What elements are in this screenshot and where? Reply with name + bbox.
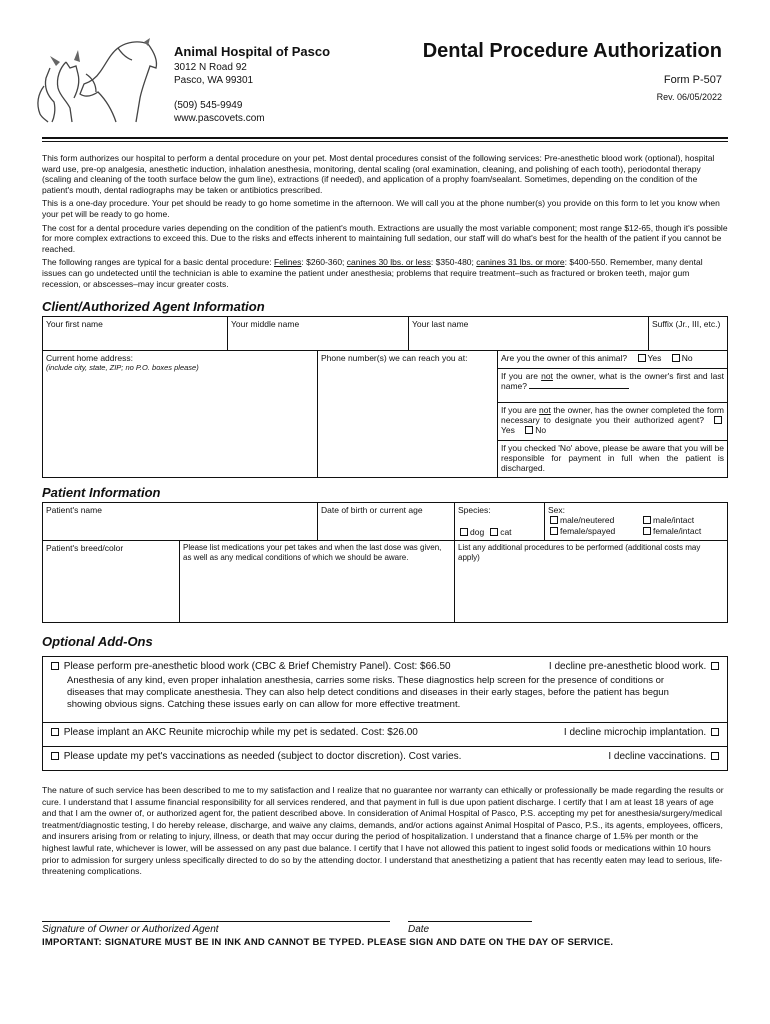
patient-name-field[interactable]: Patient's name (43, 503, 318, 541)
client-section-title: Client/Authorized Agent Information (42, 299, 265, 314)
dob-field[interactable]: Date of birth or current age (318, 503, 455, 541)
additional-procedures-field[interactable]: List any additional procedures to be performed (additional costs may apply) (458, 543, 701, 562)
signature-label: Signature of Owner or Authorized Agent (42, 924, 219, 935)
legal-release-text: The nature of such service has been described to me to my satisfaction and I realize that no guarantee nor warranty can ethically or professionally be made regarding the results or cure. I understand that I assume financial responsibility for all services rendered, and that payment in full is due upon patient discharge. I certify that I am at least 18 years of age and that I am the owner of, or authorized agent for, the patient described above. In consideration of Animal Hospital of Pasco, P.S. accepting my pet for anesthesia/surgery/medical treatment/diagnostic testing, I do hereby release, discharge, and waive any claims, demands, and/or actions against Animal Hospital of Pasco, P.S., its agents, employees, officers, and insurers arising from or relating to injury, illness, or death that may occur during the period of hospitalization. I understand that a finance charge of 1.5% per month or the highest lawful rate, whichever is lower, will be assessed on any past due balance. I certify that I have not allowed this patient to ingest solid foods or medications within 10 hours prior to admission for surgery unless specifically directed to do so by the attending doctor. I understand that anesthetizing a patient that has recently eaten may lead to serious, life-threatening complications. (42, 785, 724, 877)
intro-text (42, 153, 728, 292)
last-name-field[interactable]: Your last name (409, 317, 649, 351)
hospital-phone: (509) 545-9949 (174, 100, 243, 111)
patient-info-grid (42, 502, 728, 623)
hospital-website: www.pascovets.com (174, 113, 265, 124)
owner-question: Are you the owner of this animal? Yes No (498, 351, 727, 369)
intro-paragraph-one-day: This is a one-day procedure. Your pet should be ready to go home sometime in the afternoon. We will call you at the phone number(s) you provide on this form to let you know when your pet will be ready to go home. (42, 198, 720, 219)
medications-field[interactable]: Please list medications your pet takes and when the last dose was given, as well as any medical conditions of which we should be aware. (180, 541, 455, 622)
female-intact-checkbox[interactable] (643, 527, 651, 535)
phone-field[interactable]: Phone number(s) we can reach you at: (318, 351, 498, 477)
blood-decline-checkbox[interactable] (711, 662, 719, 670)
female-spayed-checkbox[interactable] (550, 527, 558, 535)
header-divider (42, 137, 728, 139)
owner-name-blank[interactable] (529, 388, 629, 389)
agent-no-checkbox[interactable] (525, 426, 533, 434)
animal-logo-icon (30, 38, 168, 124)
blood-work-checkbox[interactable] (51, 662, 59, 670)
male-intact-checkbox[interactable] (643, 516, 651, 524)
important-notice: IMPORTANT: SIGNATURE MUST BE IN INK AND CANNOT BE TYPED. PLEASE SIGN AND DATE ON THE DAY OF SERVICE. (42, 937, 614, 948)
vaccines-decline-checkbox[interactable] (711, 752, 719, 760)
addons-box (42, 656, 728, 771)
male-neutered-checkbox[interactable] (550, 516, 558, 524)
hospital-address-line1: 3012 N Road 92 (174, 62, 247, 73)
blood-work-row: Please perform pre-anesthetic blood work (CBC & Brief Chemistry Panel). Cost: $66.50 I decline pre-anesthetic blood work. Anesthesia of any kind, even proper inhalation anesthesia, carries some risks. These diagnostics help screen for the presence of conditions or diseases that may complicate anesthesia. They can also help detect conditions and diseases in their early stages, before the patient has begun showing obvious signs. Catching these issues early on can allow for more effective treatment. (43, 657, 727, 723)
vaccines-row: Please update my pet's vaccinations as needed (subject to doctor discretion). Cost varies. I decline vaccinations. (43, 747, 727, 770)
species-dog-checkbox[interactable] (460, 528, 468, 536)
microchip-checkbox[interactable] (51, 728, 59, 736)
date-line[interactable] (408, 921, 532, 922)
revision-date: Rev. 06/05/2022 (656, 92, 722, 102)
owner-yes-checkbox[interactable] (638, 354, 646, 362)
intro-paragraph-services: This form authorizes our hospital to perform a dental procedure on your pet. Most dental procedures consist of the following services: Pre-anesthetic blood work (optional), hospital ward use, pre-op analgesia, anesthetic induction, inhalation anesthesia, monitoring, dental scaling (oral examination, cleaning, and polishing of each tooth), periodontal therapy (scaling and cleaning of the tooth surface below the gum line), extractions (if needed), and application of a prophy foam/sealant. Sometimes, depending on the condition of the patient's mouth, dental radiographs may be taken or antibiotics prescribed. (42, 153, 715, 195)
agent-yes-checkbox[interactable] (714, 416, 722, 424)
sex-field: Sex: male/neutered female/spayed male/intact female/intact (545, 503, 727, 541)
client-info-grid (42, 316, 728, 478)
patient-section-title: Patient Information (42, 485, 161, 500)
hospital-address-line2: Pasco, WA 99301 (174, 75, 254, 86)
home-address-field[interactable]: Current home address: (include city, state, ZIP; no P.O. boxes please) (43, 351, 318, 477)
intro-paragraph-cost: The cost for a dental procedure varies depending on the condition of the patient's mouth. Extractions are usually the most variable component; most range $12-65, though it's possible for more complex extractions to exceed this. Due to the risks and effects inherent to maintaining full sedation, our staff will do what's best for the health of the patient if you cannot be reached. (42, 222, 728, 254)
vaccines-checkbox[interactable] (51, 752, 59, 760)
blood-work-description: Anesthesia of any kind, even proper inhalation anesthesia, carries some risks. These diagnostics help screen for the presence of conditions or diseases that may complicate anesthesia. They can also help detect conditions and diseases in their early stages, before the patient has begun showing obvious signs. Catching these issues early on can allow for more effective treatment. (67, 675, 669, 710)
form-number: Form P-507 (663, 74, 722, 86)
owner-name-question[interactable]: If you are not the owner, what is the owner's first and last name? (498, 369, 727, 403)
species-cat-checkbox[interactable] (490, 528, 498, 536)
document-title: Dental Procedure Authorization (422, 40, 722, 62)
owner-no-checkbox[interactable] (672, 354, 680, 362)
header-divider-thin (42, 141, 728, 142)
intro-paragraph-ranges: The following ranges are typical for a basic dental procedure: Felines: $260-360; canines 30 lbs. or less: $350-480; canines 31 lbs. or more: $400-550. Remember, many dental issues can go undetected until the technician is able to examine the patient under anesthesia; problems that require treatment–such as fractured or broken teeth, major gum recession, or abscesses–may incur greater costs. (42, 257, 703, 289)
microchip-decline-checkbox[interactable] (711, 728, 719, 736)
addons-section-title: Optional Add-Ons (42, 634, 153, 649)
payment-note: If you checked 'No' above, please be aware that you will be responsible for payment in full when the patient is discharged. (501, 443, 724, 473)
signature-line[interactable] (42, 921, 390, 922)
middle-name-field[interactable]: Your middle name (228, 317, 409, 351)
first-name-field[interactable]: Your first name (43, 317, 228, 351)
date-label: Date (408, 924, 430, 935)
designate-agent-question: If you are not the owner, has the owner completed the form necessary to designate you their authorized agent? Yes No (498, 403, 727, 441)
breed-color-field[interactable]: Patient's breed/color (43, 541, 180, 622)
species-field: Species: dog cat (455, 503, 545, 541)
hospital-name: Animal Hospital of Pasco (174, 44, 331, 59)
microchip-row: Please implant an AKC Reunite microchip while my pet is sedated. Cost: $26.00 I decline microchip implantation. (43, 723, 727, 747)
suffix-field[interactable]: Suffix (Jr., III, etc.) (649, 317, 727, 351)
